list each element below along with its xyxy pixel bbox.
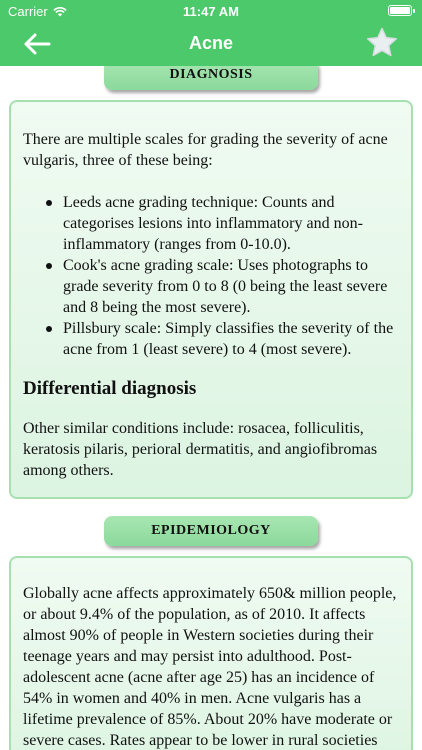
carrier-label: Carrier: [8, 4, 48, 19]
diagnosis-intro: There are multiple scales for grading the severity of acne vulgaris, three of these being:: [23, 131, 388, 169]
app-header: [0, 0, 422, 66]
diagnosis-card: [9, 100, 413, 499]
navigation-bar: [0, 22, 422, 66]
epidemiology-text: Globally acne affects approximately 650& million people, or about 9.4% of the population, as of 2010. It affects almost 90% of people in Western societies during their teenage years and may persist into adulthood. Post-adolescent acne (acne after age 25) has an incidence of 54% in women and 40% in men. Acne vulgaris has a lifetime prevalence of 85%. About 20% have moderate or severe cases. Rates appear to be lower in rural societies: [23, 585, 397, 749]
grading-scales-list: [23, 192, 399, 360]
section-heading-epidemiology: EPIDEMIOLOGY: [104, 516, 318, 546]
status-time: 11:47 AM: [183, 4, 239, 19]
differential-diagnosis-heading: Differential diagnosis: [23, 378, 197, 399]
epidemiology-card: [9, 556, 413, 750]
section-heading-diagnosis: DIAGNOSIS: [104, 66, 318, 90]
star-icon[interactable]: [364, 26, 400, 60]
battery-icon: [388, 5, 412, 16]
article-content[interactable]: [0, 66, 422, 750]
status-bar: [0, 0, 422, 22]
list-item: Cook's acne grading scale: Uses photographs to grade severity from 0 to 8 (0 being the least severe and 8 being the most severe).: [23, 255, 399, 318]
list-item: Pillsbury scale: Simply classifies the severity of the acne from 1 (least severe) to 4 (most severe).: [23, 318, 399, 360]
list-item: Leeds acne grading technique: Counts and categorises lesions into inflammatory and non-inflammatory (ranges from 0-10.0).: [23, 192, 399, 255]
page-title: Acne: [188, 33, 233, 53]
differential-diagnosis-text: Other similar conditions include: rosacea, folliculitis, keratosis pilaris, perioral dermatitis, and angiofibromas among others.: [23, 420, 378, 479]
